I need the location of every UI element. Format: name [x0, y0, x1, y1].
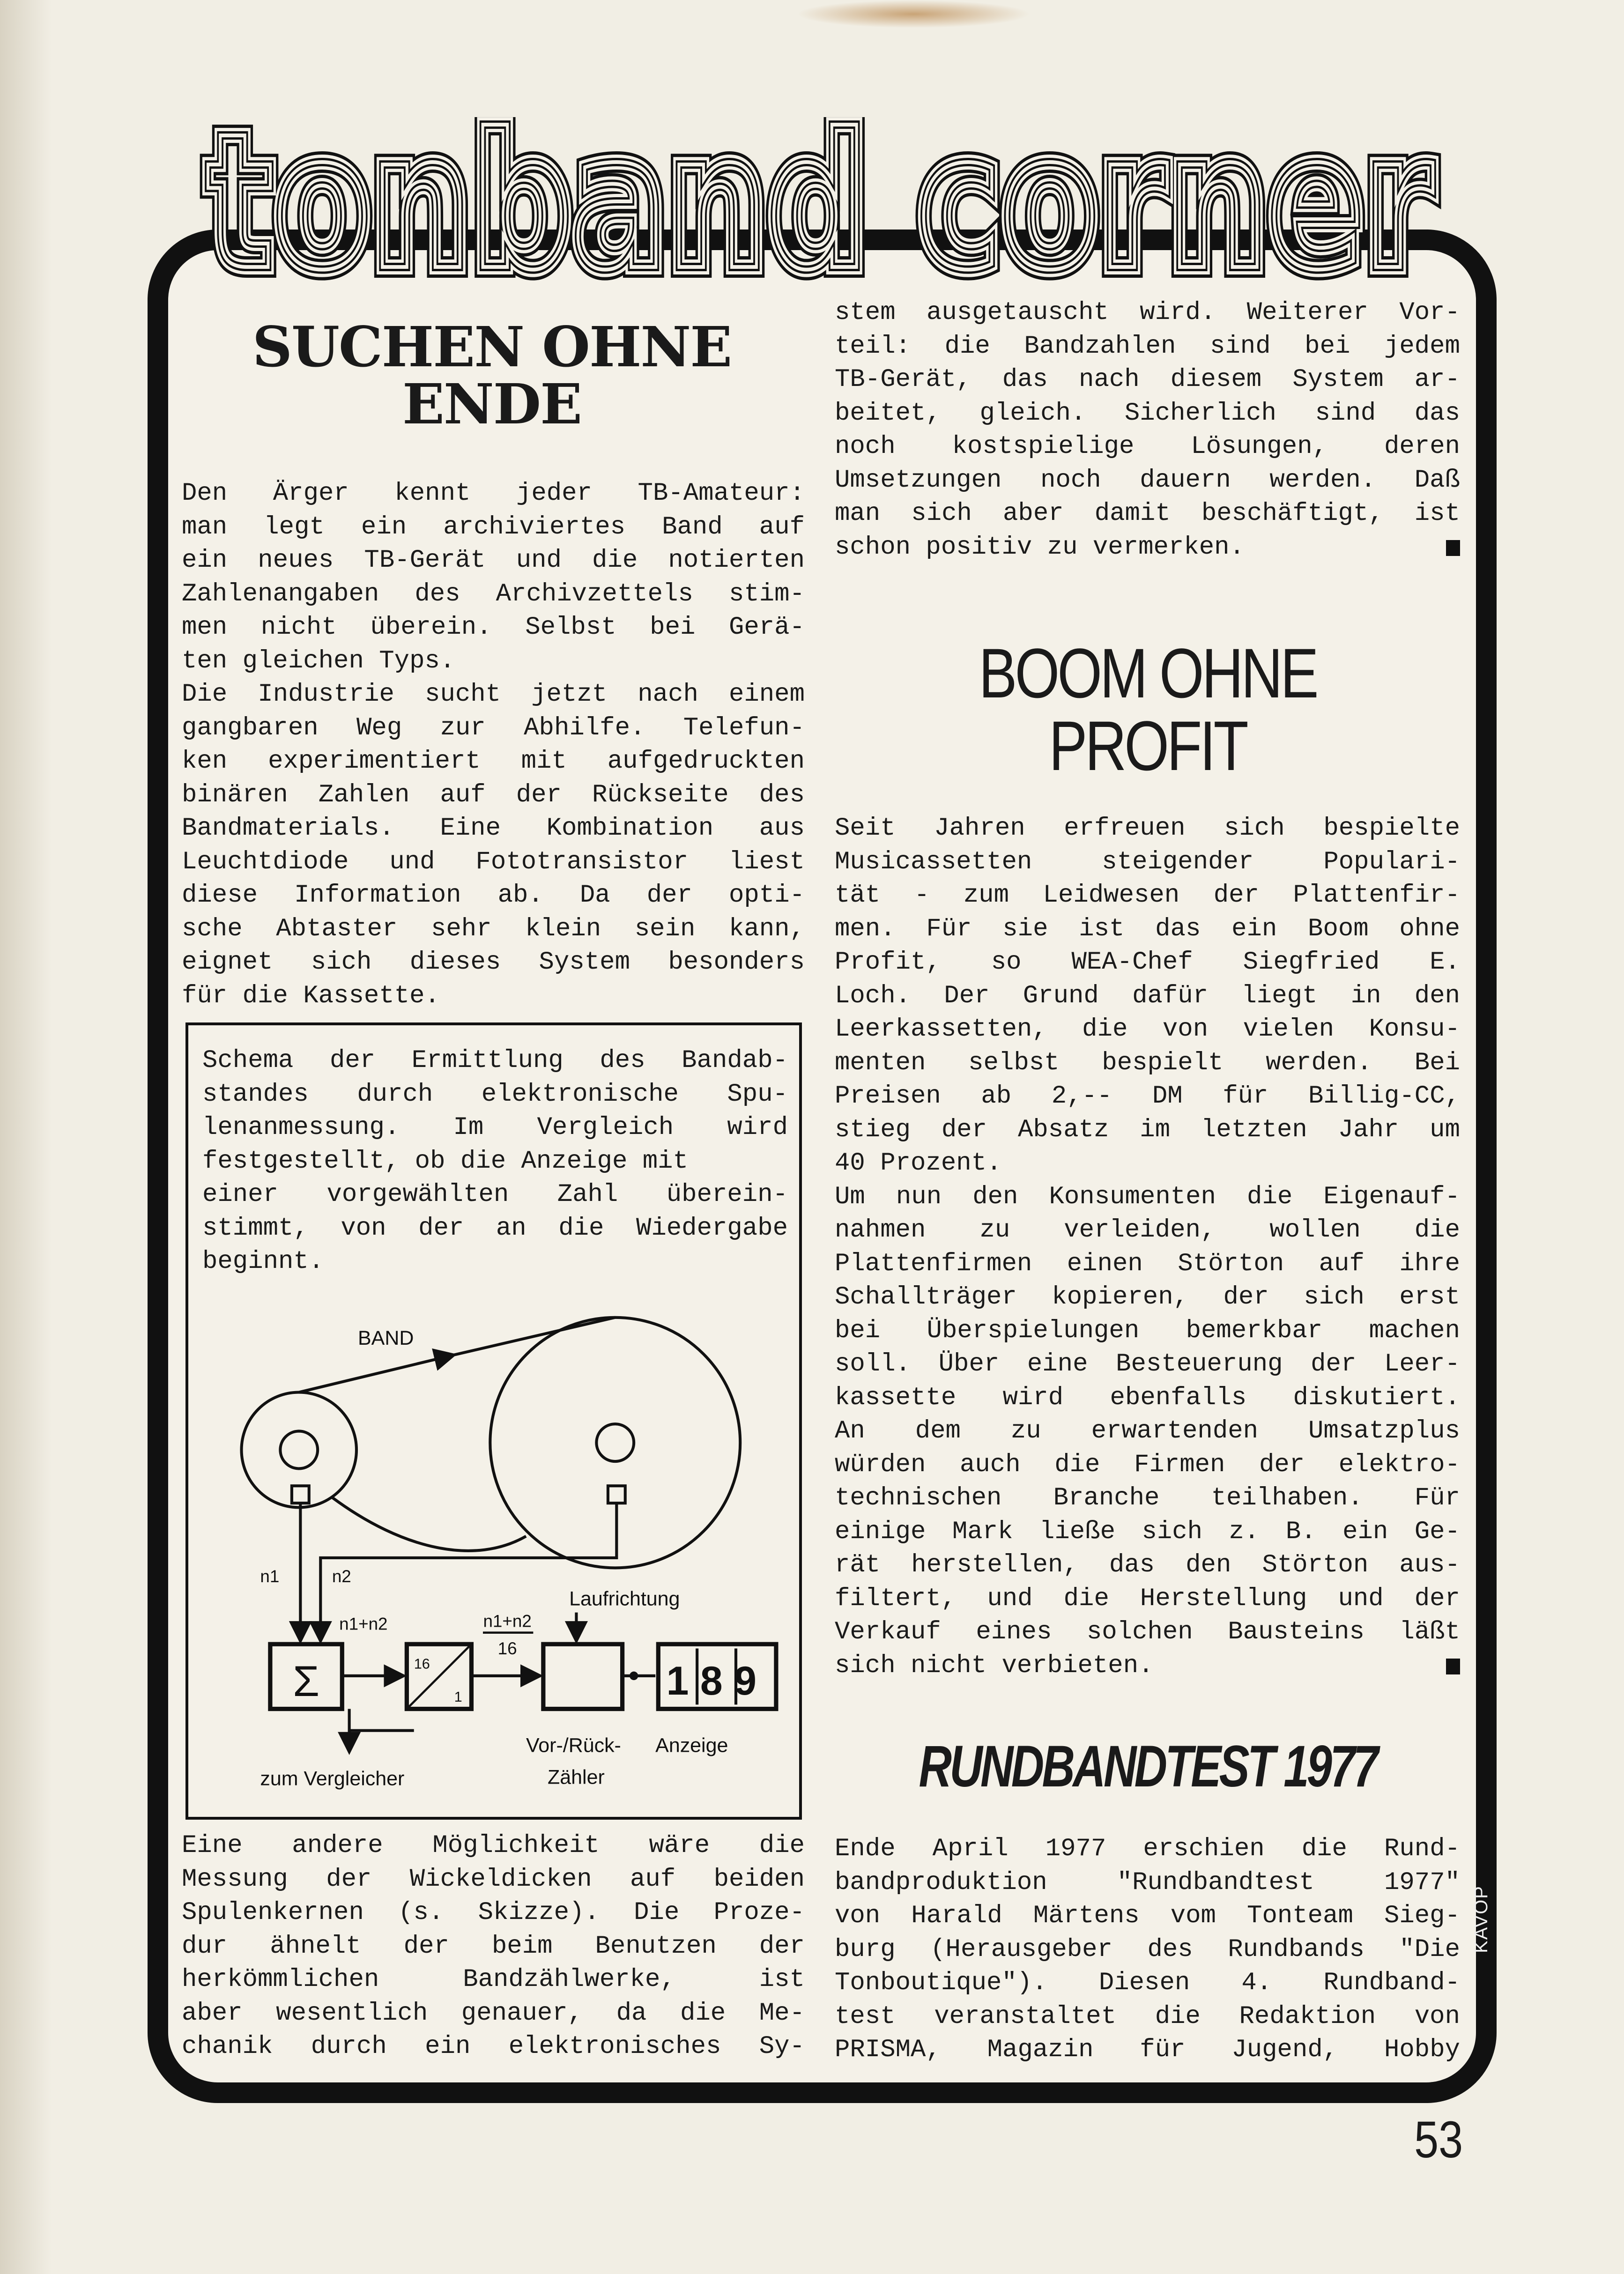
text-line: stem ausgetauscht wird. Weiterer Vor- — [835, 298, 1460, 327]
article2-body — [835, 812, 1460, 1682]
text-line: Spulenkernen (s. Skizze). Die Proze- — [182, 1898, 805, 1927]
text-line: Zahlenangaben des Archivzettels stim- — [182, 579, 805, 608]
text-line: diese Information ab. Da der opti- — [182, 881, 805, 910]
text-line: Preisen ab 2,-- DM für Billig-CC, — [835, 1082, 1460, 1111]
page-number: 53 — [1414, 2111, 1463, 2169]
paper-stain — [796, 0, 1031, 28]
text-line: bandproduktion "Rundbandtest 1977" — [835, 1868, 1460, 1897]
text-line: man sich aber damit beschäftigt, ist — [835, 499, 1460, 528]
text-line: Schema der Ermittlung des Bandab- — [202, 1046, 788, 1075]
text-line: Umsetzungen noch dauern werden. Daß — [835, 466, 1460, 495]
text-line: ten gleichen Typs. — [182, 646, 455, 675]
text-line: tät - zum Leidwesen der Plattenfir- — [835, 881, 1460, 910]
divider-bottom: 1 — [454, 1689, 462, 1705]
sum-label: n1+n2 — [339, 1614, 388, 1634]
text-line: Bandmaterials. Eine Kombination aus — [182, 814, 805, 843]
tonband-corner-logo — [187, 117, 1452, 295]
direction-label: Laufrichtung — [569, 1587, 680, 1610]
left-reel — [242, 1393, 356, 1508]
headline-line: ENDE — [402, 371, 582, 437]
fraction-denominator: 16 — [497, 1638, 517, 1658]
n2-label: n2 — [332, 1567, 351, 1586]
text-line: PRISMA, Magazin für Jugend, Hobby — [835, 2036, 1460, 2064]
end-of-article-mark — [1446, 1659, 1460, 1674]
text-line: teil: die Bandzahlen sind bei jedem — [835, 332, 1460, 361]
text-line: binären Zahlen auf der Rückseite des — [182, 780, 805, 809]
text-line: festgestellt, ob die Anzeige mit — [202, 1147, 688, 1176]
text-line: kassette wird ebenfalls diskutiert. — [835, 1383, 1460, 1412]
text-line: test veranstaltet die Redaktion von — [835, 2002, 1460, 2031]
text-line: men nicht überein. Selbst bei Gerä- — [182, 613, 805, 642]
text-line: Die Industrie sucht jetzt nach einem — [182, 680, 805, 709]
headline-suchen-ohne-ende — [183, 314, 801, 437]
n1-label: n1 — [260, 1567, 280, 1586]
headline-line: PROFIT — [1049, 706, 1246, 785]
text-line: Verkauf eines solchen Bausteins läßt — [835, 1618, 1460, 1646]
band-label: BAND — [358, 1327, 414, 1350]
counter-label: Vor-/Rück- — [526, 1734, 621, 1757]
text-line: man legt ein archiviertes Band auf — [182, 512, 805, 541]
text-line: Schallträger kopieren, der sich erst — [835, 1283, 1460, 1311]
text-line: standes durch elektronische Spu- — [202, 1080, 788, 1109]
headline-rundbandtest: RUNDBANDTEST 1977 — [919, 1734, 1377, 1799]
display-label: Anzeige — [655, 1734, 728, 1757]
article1-continuation — [182, 1829, 805, 2064]
text-line: Profit, so WEA-Chef Siegfried E. — [835, 948, 1460, 977]
article1-right-column — [835, 296, 1460, 564]
tape-counter-diagram — [188, 1025, 799, 1817]
text-line: Seit Jahren erfreuen sich bespielte — [835, 814, 1460, 843]
text-line: sich nicht verbieten. — [835, 1651, 1154, 1680]
text-line: men. Für sie ist das ein Boom ohne — [835, 914, 1460, 943]
text-line: für die Kassette. — [182, 981, 440, 1010]
text-line: soll. Über eine Besteuerung der Leer- — [835, 1350, 1460, 1378]
svg-text:tonband corner: tonband corner — [206, 117, 1435, 295]
text-line: noch kostspielige Lösungen, deren — [835, 432, 1460, 461]
text-line: einer vorgewählten Zahl überein- — [202, 1180, 788, 1209]
text-line: stimmt, von der an die Wiedergabe — [202, 1214, 788, 1243]
text-line: würden auch die Firmen der elektro- — [835, 1450, 1460, 1479]
text-line: dur ähnelt der beim Benutzen der — [182, 1932, 805, 1961]
text-line: Eine andere Möglichkeit wäre die — [182, 1831, 805, 1860]
text-line: technischen Branche teilhaben. Für — [835, 1484, 1460, 1512]
text-line: chanik durch ein elektronisches Sy- — [182, 2032, 805, 2061]
text-line: Messung der Wickeldicken auf beiden — [182, 1865, 805, 1894]
svg-text:tonband corner: tonband corner — [206, 117, 1435, 295]
text-line: lenanmessung. Im Vergleich wird — [202, 1113, 788, 1142]
text-line: beitet, gleich. Sicherlich sind das — [835, 399, 1460, 428]
text-line: Musicassetten steigender Populari- — [835, 847, 1460, 876]
text-line: Um nun den Konsumenten die Eigenauf- — [835, 1182, 1460, 1211]
comparator-label: zum Vergleicher — [260, 1767, 405, 1790]
text-line: gangbaren Weg zur Abhilfe. Telefun- — [182, 713, 805, 742]
headline-line: SUCHEN OHNE — [252, 314, 732, 379]
text-line: TB-Gerät, das nach diesem System ar- — [835, 365, 1460, 394]
counter-display: 189 — [666, 1658, 768, 1704]
text-line: stieg der Absatz im letzten Jahr um — [835, 1115, 1460, 1144]
text-line: rät herstellen, das den Störton aus- — [835, 1551, 1460, 1579]
text-line: aber wesentlich genauer, da die Me- — [182, 1999, 805, 2028]
article1-intro — [182, 477, 805, 1013]
text-line: An dem zu erwartenden Umsatzplus — [835, 1417, 1460, 1445]
text-line: sche Abtaster sehr klein sein kann, — [182, 914, 805, 943]
headline-line: BOOM OHNE — [979, 634, 1317, 712]
text-line: beginnt. — [202, 1247, 324, 1276]
counter-label: Zähler — [548, 1766, 605, 1789]
text-line: Leuchtdiode und Fototransistor liest — [182, 847, 805, 876]
headline-boom-ohne-profit — [890, 634, 1405, 785]
text-line: Den Ärger kennt jeder TB-Amateur: — [182, 479, 805, 508]
divider-top: 16 — [414, 1655, 430, 1672]
text-line: Tonboutique"). Diesen 4. Rundband- — [835, 1969, 1460, 1997]
diagram-box — [185, 1022, 802, 1820]
article3-body — [835, 1832, 1460, 2067]
text-line: Leerkassetten, die von vielen Konsu- — [835, 1015, 1460, 1044]
page-gutter-shadow — [0, 0, 52, 2274]
text-line: Loch. Der Grund dafür liegt in den — [835, 981, 1460, 1010]
text-line: Plattenfirmen einen Störton auf ihre — [835, 1249, 1460, 1278]
svg-text:tonband corner: tonband corner — [206, 117, 1435, 295]
credit-kavop: KAVOP — [1471, 1885, 1491, 1953]
svg-text:tonband corner: tonband corner — [206, 117, 1435, 295]
fraction-numerator: n1+n2 — [483, 1611, 532, 1631]
text-line: eignet sich dieses System besonders — [182, 948, 805, 977]
text-line: ein neues TB-Gerät und die notierten — [182, 546, 805, 575]
text-line: von Harald Märtens vom Tonteam Sieg- — [835, 1902, 1460, 1930]
text-line: einige Mark ließe sich z. B. ein Ge- — [835, 1517, 1460, 1546]
text-line: menten selbst bespielt werden. Bei — [835, 1048, 1460, 1077]
text-line: ken experimentiert mit aufgedruckten — [182, 747, 805, 776]
text-line: Ende April 1977 erschien die Rund- — [835, 1835, 1460, 1863]
sigma-symbol: Σ — [293, 1657, 320, 1705]
text-line: filtert, und die Herstellung und der — [835, 1584, 1460, 1613]
end-of-article-mark — [1446, 540, 1460, 556]
text-line: nahmen zu verleiden, wollen die — [835, 1216, 1460, 1244]
text-line: herkömmlichen Bandzählwerke, ist — [182, 1965, 805, 1994]
text-line: schon positiv zu vermerken. — [835, 533, 1245, 562]
text-line: burg (Herausgeber des Rundbands "Die — [835, 1935, 1460, 1964]
text-line: bei Überspielungen bemerkbar machen — [835, 1316, 1460, 1345]
text-line: 40 Prozent. — [835, 1149, 1002, 1178]
